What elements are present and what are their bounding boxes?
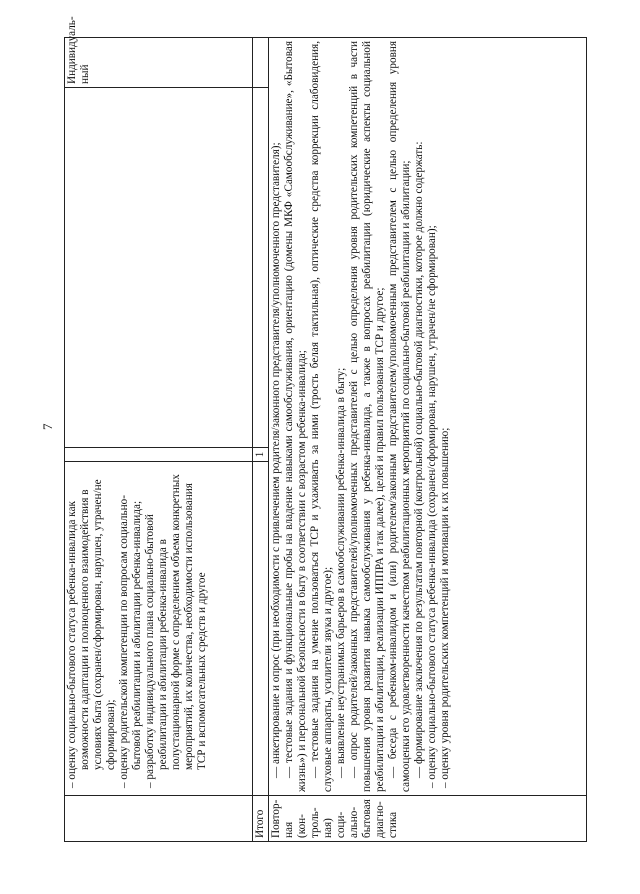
empty-cell — [65, 88, 253, 448]
itogo-count: 1 — [253, 448, 269, 462]
itogo-label: Итого — [253, 796, 269, 842]
stage-cell: Повтор-ная (кон-троль-ная) соци-ально-бытовая диагно-стика — [269, 796, 587, 842]
list-item: – оценку родительской компетенции по вопросам социально-бытовой реабилитации и абилитации ребенка-инвалида; — [118, 495, 143, 788]
list-item: — тестовые задания и функциональные пробы на владение навыками самообслуживания, ориентацию (домены МКФ «Самообслуживание», «Бытовая жизнь») и персональной безопасности в быту в соответствии с возрастом ребенка-инвалида; — [283, 41, 308, 792]
page-number: 7 — [40, 423, 55, 430]
table-row — [65, 38, 253, 842]
list-item: — анкетирование и опрос (при необходимости с привлечением родителя/законного представителя/уполномоченного представителя); — [270, 142, 282, 778]
rotated-page-content — [64, 16, 587, 842]
mode-cell: Индивидуаль-ный — [65, 38, 253, 88]
table-row — [253, 38, 269, 842]
list-item: – разработку индивидуального плана социально-бытовой реабилитации и абилитации ребенка-инвалида в полустационарной форме с определением объема конкретных мероприятий, их количества, необходимости использования ТСР и вспомогательных средств и другое — [144, 474, 208, 788]
items-cell — [269, 38, 587, 796]
items-cell — [65, 462, 253, 796]
list-item: – оценку социально-бытового статуса ребенка-инвалида (сохранен/сформирован, нарушен, утрачен/не сформирован); — [426, 225, 438, 788]
list-item: — выявление неустранимых барьеров в самообслуживании ребенка-инвалида в быту; — [335, 367, 347, 778]
stage-cell — [65, 796, 253, 842]
table-row — [269, 38, 587, 842]
list-item: — тестовые задания на умение пользоваться ТСР и ухаживать за ними (трость белая тактильная), оптические средства коррекции слабовидения, слуховые аппараты, усилители звука и другое); — [309, 41, 334, 792]
itogo-empty — [253, 88, 269, 448]
methods-table — [64, 16, 587, 842]
list-item: – оценку социально-бытового статуса ребенка-инвалида как возможности адаптации и полноценного взаимодействия в условиях быта (сохранен/сформирован, нарушен, утрачен/не сформирован); — [66, 479, 117, 788]
list-item: — формирование заключения по результатам повторной (контрольной) социально-бытовой диагностики, которое должно содержать: — [413, 141, 425, 778]
itogo-empty — [253, 38, 269, 88]
list-item: — беседа с ребенком-инвалидом и (или) родителем/законным представителем/уполномоченным представителем с целью определения уровня самооценки его удовлетворенности качеством реабилитационных мероприятий по социально-бытовой реабилитации и абилитации; — [387, 41, 412, 792]
list-item: – оценку уровня родительских компетенций и мотивации к их повышению; — [439, 427, 451, 788]
list-item: — опрос родителей/законных представителей/уполномоченных представителей с целью определения уровня родительских компетенций в части повышения уровня развития навыка самообслуживания у ребенка-инвалида, а также в вопросах реабилитации (юридические аспекты социальной реабилитации и абилитации, реализации ИППРА и так далее), целей и правил пользования ТСР и другое; — [348, 41, 386, 792]
itogo-empty — [253, 462, 269, 796]
count-cell — [65, 448, 253, 462]
